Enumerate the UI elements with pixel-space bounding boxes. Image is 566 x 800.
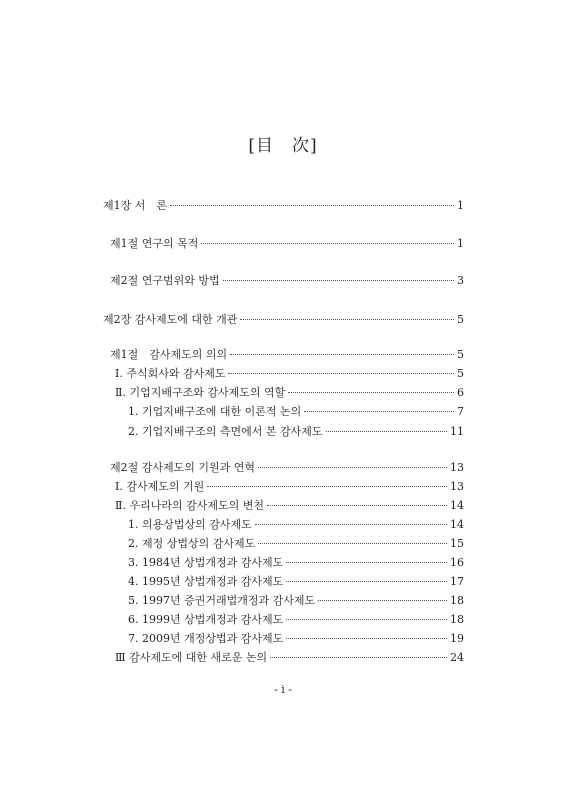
toc-entry-page: 1 xyxy=(457,199,464,212)
toc-leader-dots xyxy=(170,205,454,206)
toc-entry-label: 제1절 감사제도의 의의 xyxy=(110,348,228,361)
toc-entry-label: Ⅰ. 주식회사와 감사제도 xyxy=(115,367,226,380)
toc-entry-ch2-s2-p2-item-1[interactable] xyxy=(128,518,464,532)
toc-entry-ch2-s2-p2-item-2[interactable] xyxy=(128,537,464,551)
toc-entry-label: 제2절 연구범위와 방법 xyxy=(110,274,220,287)
toc-entry-page: 15 xyxy=(450,537,464,550)
toc-entry-page: 18 xyxy=(450,594,464,607)
toc-entry-ch2-section-1[interactable] xyxy=(110,348,464,362)
page-number: - i - xyxy=(274,683,292,696)
toc-entry-page: 1 xyxy=(457,237,464,250)
toc-entry-label: 제2절 감사제도의 기원과 연혁 xyxy=(110,461,255,474)
toc-entry-label: 6. 1999년 상법개정과 감사제도 xyxy=(128,613,284,626)
toc-leader-dots xyxy=(318,600,447,601)
toc-entry-page: 5 xyxy=(457,348,464,361)
toc-entry-label: 1. 기업지배구조에 대한 이론적 논의 xyxy=(128,405,302,418)
toc-leader-dots xyxy=(258,467,447,468)
toc-entry-ch2-s2-p2-item-4[interactable] xyxy=(128,575,464,589)
toc-entry-page: 6 xyxy=(457,386,464,399)
toc-entry-label: 제1절 연구의 목적 xyxy=(110,237,199,250)
toc-entry-label: 3. 1984년 상법개정과 감사제도 xyxy=(128,556,284,569)
toc-leader-dots xyxy=(286,619,447,620)
toc-entry-ch2-s2-p2-item-7[interactable] xyxy=(128,632,464,646)
toc-entry-ch2-s2-p2-item-3[interactable] xyxy=(128,556,464,570)
toc-leader-dots xyxy=(286,581,447,582)
toc-entry-page: 17 xyxy=(450,575,464,588)
toc-leader-dots xyxy=(267,505,447,506)
toc-entry-ch1-section-2[interactable] xyxy=(110,274,464,288)
toc-entry-label: 5. 1997년 증권거래법개정과 감사제도 xyxy=(128,594,316,607)
toc-leader-dots xyxy=(230,354,454,355)
toc-entry-page: 13 xyxy=(450,480,464,493)
toc-leader-dots xyxy=(304,411,454,412)
toc-entry-label: Ⅰ. 감사제도의 기원 xyxy=(115,480,205,493)
toc-entry-ch2-s2-part-3[interactable] xyxy=(115,651,464,665)
toc-entry-ch2-s1-part-1[interactable] xyxy=(115,367,464,381)
toc-entry-page: 13 xyxy=(450,461,464,474)
toc-leader-dots xyxy=(326,431,448,432)
toc-entry-page: 19 xyxy=(450,632,464,645)
toc-entry-label: 2. 제정 상법상의 감사제도 xyxy=(128,537,256,550)
toc-entry-ch2-s1-p2-item-2[interactable] xyxy=(128,425,464,439)
toc-leader-dots xyxy=(286,562,447,563)
toc-entry-page: 16 xyxy=(450,556,464,569)
toc-entry-label: 제1장 서 론 xyxy=(103,199,167,212)
toc-leader-dots xyxy=(288,392,454,393)
toc-leader-dots xyxy=(207,486,447,487)
toc-leader-dots xyxy=(201,243,454,244)
toc-entry-label: 제2장 감사제도에 대한 개관 xyxy=(103,313,238,326)
toc-title: [目 次] xyxy=(248,136,318,156)
toc-entry-page: 11 xyxy=(450,425,464,438)
toc-entry-page: 14 xyxy=(450,518,464,531)
toc-entry-chapter-2[interactable] xyxy=(103,313,464,327)
toc-leader-dots xyxy=(240,319,454,320)
toc-entry-ch2-s1-p2-item-1[interactable] xyxy=(128,405,464,419)
toc-entry-page: 5 xyxy=(457,313,464,326)
toc-entry-label: Ⅱ. 우리나라의 감사제도의 변천 xyxy=(115,499,264,512)
toc-entry-label: 1. 의용상법상의 감사제도 xyxy=(128,518,252,531)
toc-entry-label: Ⅱ. 기업지배구조와 감사제도의 역할 xyxy=(115,386,286,399)
toc-entry-ch2-s2-p2-item-6[interactable] xyxy=(128,613,464,627)
toc-entry-label: Ⅲ 감사제도에 대한 새로운 논의 xyxy=(115,651,268,664)
toc-entry-label: 7. 2009년 개정상법과 감사제도 xyxy=(128,632,284,645)
toc-entry-ch2-s2-part-1[interactable] xyxy=(115,480,464,494)
toc-leader-dots xyxy=(258,543,447,544)
toc-leader-dots xyxy=(228,373,454,374)
toc-entry-page: 3 xyxy=(457,274,464,287)
toc-entry-ch1-section-1[interactable] xyxy=(110,237,464,251)
toc-entry-ch2-s2-part-2[interactable] xyxy=(115,499,464,513)
toc-entry-label: 4. 1995년 상법개정과 감사제도 xyxy=(128,575,284,588)
toc-entry-page: 14 xyxy=(450,499,464,512)
toc-leader-dots xyxy=(255,524,447,525)
toc-entry-page: 7 xyxy=(457,405,464,418)
toc-entry-label: 2. 기업지배구조의 측면에서 본 감사제도 xyxy=(128,425,323,438)
toc-entry-ch2-s2-p2-item-5[interactable] xyxy=(128,594,464,608)
toc-leader-dots xyxy=(286,638,447,639)
toc-entry-page: 18 xyxy=(450,613,464,626)
toc-leader-dots xyxy=(223,280,454,281)
toc-entry-chapter-1[interactable] xyxy=(103,199,464,213)
toc-entry-page: 24 xyxy=(450,651,464,664)
toc-leader-dots xyxy=(270,657,447,658)
toc-entry-page: 5 xyxy=(457,367,464,380)
toc-entry-ch2-section-2[interactable] xyxy=(110,461,464,475)
toc-entry-ch2-s1-part-2[interactable] xyxy=(115,386,464,400)
